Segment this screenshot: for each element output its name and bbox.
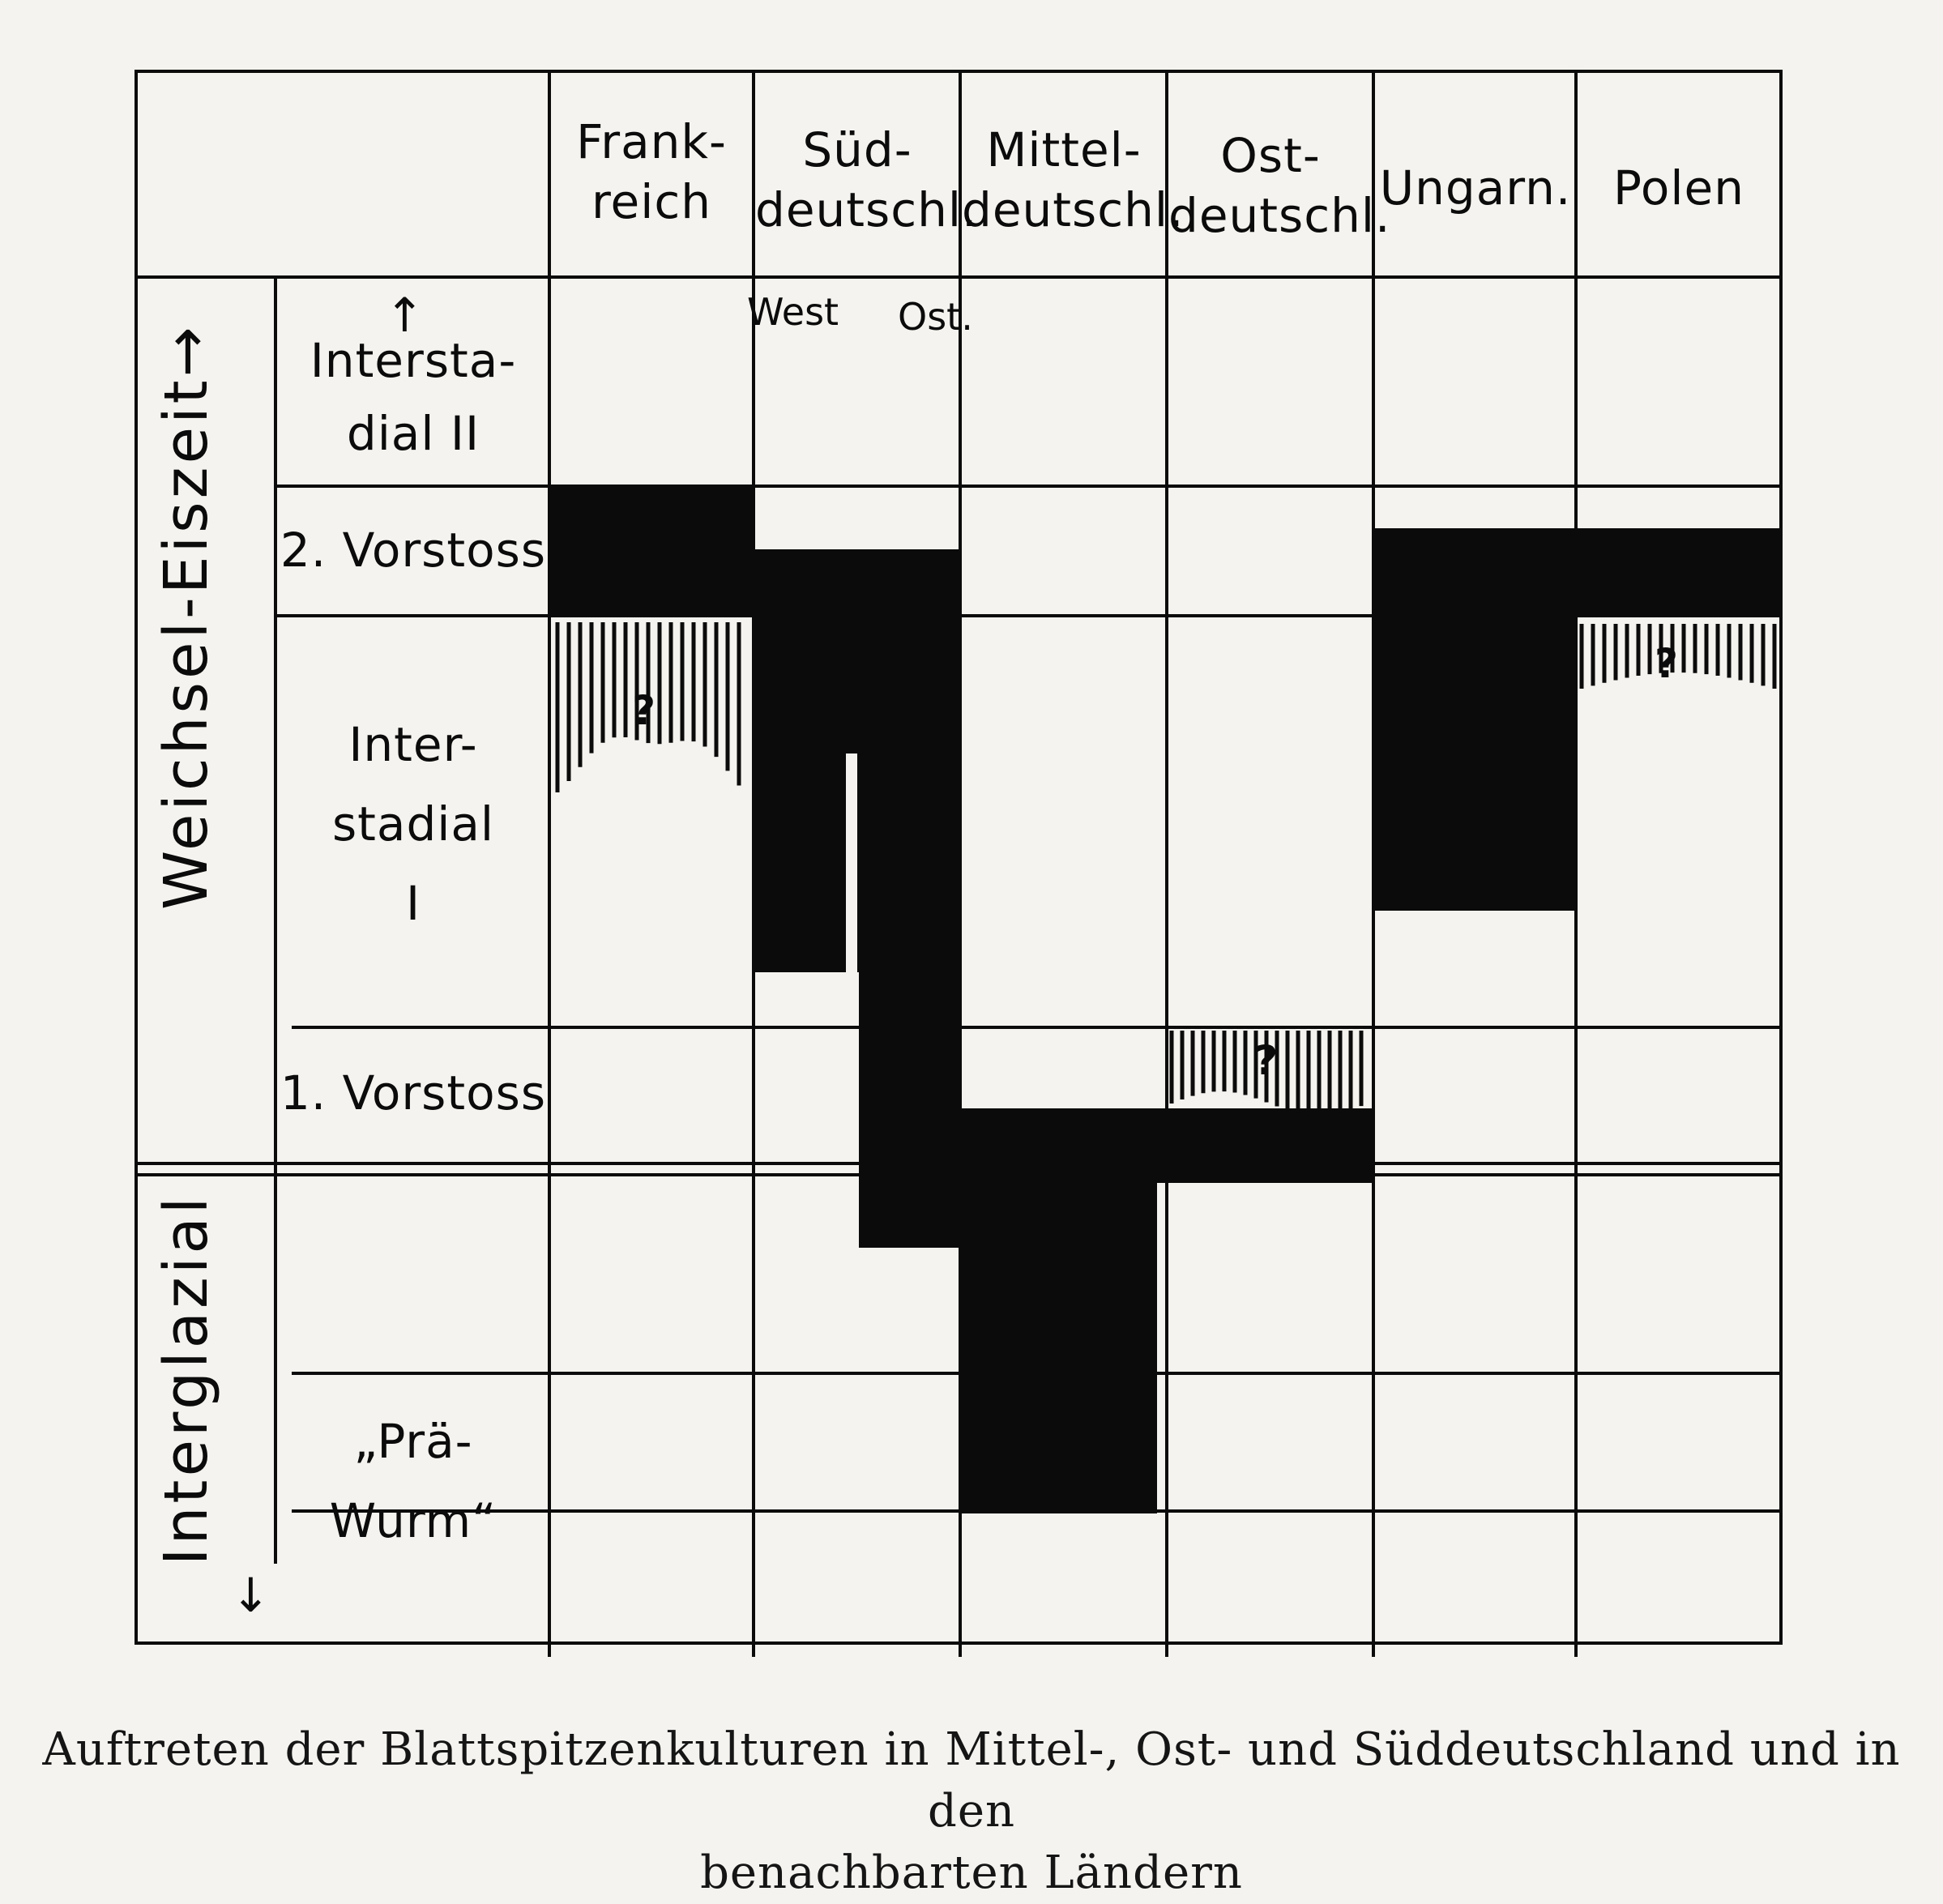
period-label-prae-wuerm: „Prä-Wurm“ (329, 1414, 497, 1548)
up-arrow-icon: ↑ (385, 288, 425, 343)
subcolumn-ost-label: Ost. (898, 295, 973, 339)
period-label-vorstoss-2: 2. Vorstoss (280, 523, 547, 578)
bar-mittel-ost-link (959, 1108, 1372, 1183)
column-header-ostdeutschland: Ost- deutschl. (1168, 128, 1391, 243)
uncertain-mark-ostdeutschland: ? (1254, 1037, 1279, 1084)
column-header-ungarn: Ungarn. (1379, 160, 1572, 216)
column-header-mitteldeutschland: Mittel- deutschl. (962, 122, 1185, 237)
period-label-vorstoss-1: 1. Vorstoss (280, 1065, 547, 1121)
down-arrow-icon: ↓ (231, 1568, 271, 1623)
column-header-frankreich: Frank- reich (576, 114, 727, 229)
uncertain-mark-frankreich: ? (632, 687, 656, 734)
period-label-interstadial-1: Inter- stadial I (331, 717, 495, 931)
side-label-eiszeit (152, 323, 221, 910)
bar-sued-ost (859, 549, 960, 1248)
subcolumn-west-label: West (747, 290, 839, 334)
sued-divider-gap (846, 753, 857, 972)
side-label-interglazial-text: Interglazial (152, 1193, 221, 1566)
occurrence-bars (548, 485, 1781, 1513)
side-label-eiszeit-arrow-icon: → (152, 323, 221, 378)
side-label-eiszeit-text: Weichsel-Eiszeit (152, 377, 221, 910)
column-header-sueddeutschland: Süd- deutschl. (755, 122, 978, 237)
column-header-polen: Polen (1613, 160, 1744, 216)
bar-ungarn (1372, 528, 1574, 911)
side-label-interglazial (152, 1177, 221, 1582)
bar-frankreich-vorstoss-2 (548, 485, 752, 616)
period-label-interstadial-2: Intersta- dial II (310, 333, 517, 461)
uncertain-mark-polen: ? (1655, 640, 1679, 687)
figure-caption: Auftreten der Blattspitzenkulturen in Mittel-, Ost- und Süddeutschland und in den benachbarten Ländern (42, 1723, 1901, 1899)
